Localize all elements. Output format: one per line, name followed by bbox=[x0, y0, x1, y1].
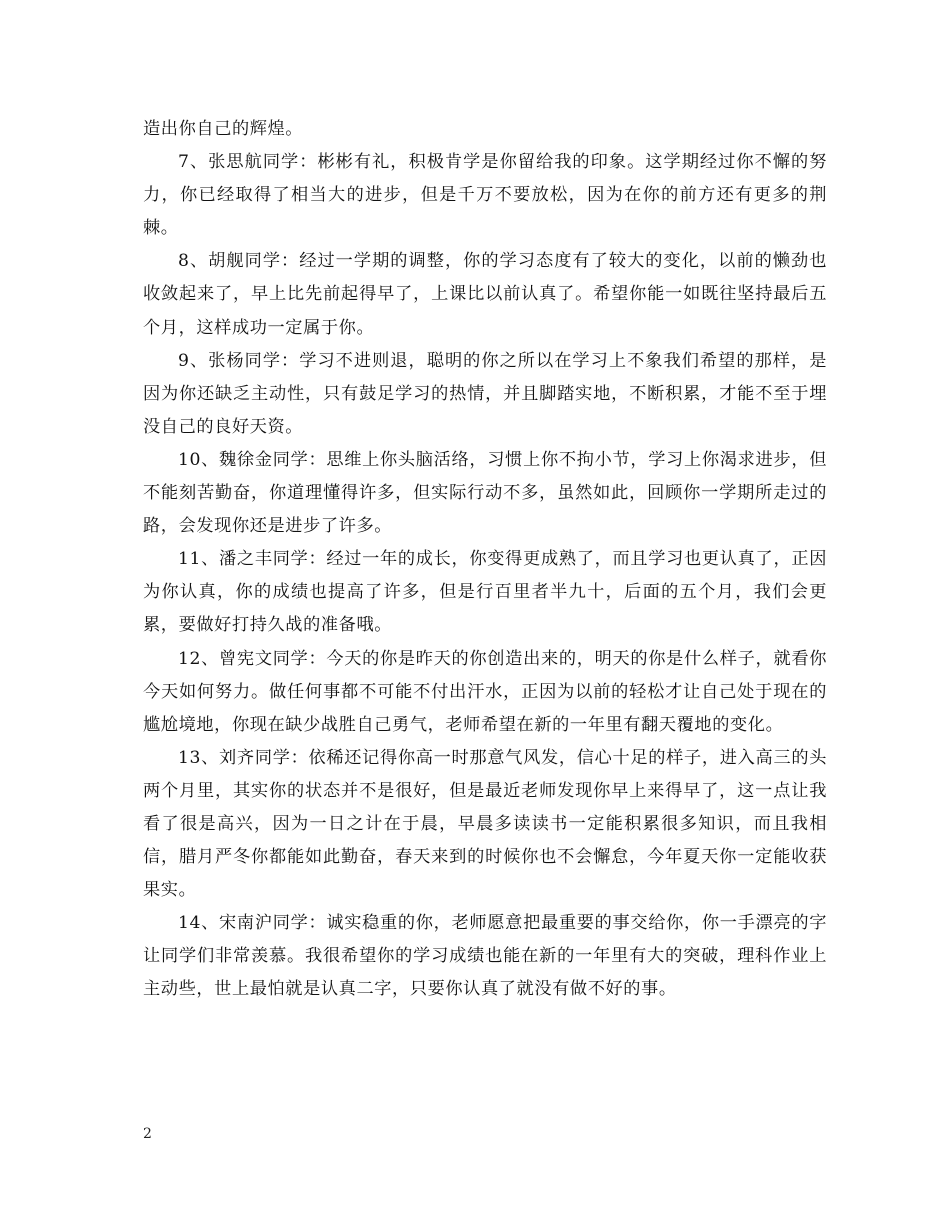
document-body bbox=[143, 113, 827, 1007]
comment-paragraph-13: 13、刘齐同学：依稀还记得你高一时那意气风发，信心十足的样子，进入高三的头两个月里，其实你的状态并不是很好，但是最近老师发现你早上来得早了，这一点让我看了很是高兴，因为一日之计在于晨，早晨多读读书一定能积累很多知识，而且我相信，腊月严冬你都能如此勤奋，春天来到的时候你也不会懈怠，今年夏天你一定能收获果实。 bbox=[143, 747, 827, 901]
comment-paragraph-11: 11、潘之丰同学：经过一年的成长，你变得更成熟了，而且学习也更认真了，正因为你认真，你的成绩也提高了许多，但是行百里者半九十，后面的五个月，我们会更累，要做好打持久战的准备哦。 bbox=[143, 549, 827, 636]
page-number: 2 bbox=[143, 1126, 152, 1142]
comment-paragraph-8: 8、胡舰同学：经过一学期的调整，你的学习态度有了较大的变化，以前的懒劲也收敛起来了，早上比先前起得早了，上课比以前认真了。希望你能一如既往坚持最后五个月，这样成功一定属于你。 bbox=[143, 251, 827, 338]
paragraph-continuation: 造出你自己的辉煌。 bbox=[143, 119, 304, 139]
comment-paragraph-10: 10、魏徐金同学：思维上你头脑活络，习惯上你不拘小节，学习上你渴求进步，但不能刻苦勤奋，你道理懂得许多，但实际行动不多，虽然如此，回顾你一学期所走过的路，会发现你还是进步了许多。 bbox=[143, 449, 827, 537]
comment-paragraph-12: 12、曾宪文同学：今天的你是昨天的你创造出来的，明天的你是什么样子，就看你今天如何努力。做任何事都不可能不付出汗水，正因为以前的轻松才让自己处于现在的尴尬境地，你现在缺少战胜自己勇气，老师希望在新的一年里有翻天覆地的变化。 bbox=[143, 648, 827, 735]
comment-paragraph-9: 9、张杨同学：学习不进则退，聪明的你之所以在学习上不象我们希望的那样，是因为你还缺乏主动性，只有鼓足学习的热情，并且脚踏实地，不断积累，才能不至于埋没自己的良好天资。 bbox=[143, 350, 827, 437]
comment-paragraph-7: 7、张思航同学：彬彬有礼，积极肯学是你留给我的印象。这学期经过你不懈的努力，你已经取得了相当大的进步，但是千万不要放松，因为在你的前方还有更多的荆棘。 bbox=[143, 152, 827, 239]
comment-paragraph-14: 14、宋南沪同学：诚实稳重的你，老师愿意把最重要的事交给你，你一手漂亮的字让同学们非常羡慕。我很希望你的学习成绩也能在新的一年里有大的突破，理科作业上主动些，世上最怕就是认真二字，只要你认真了就没有做不好的事。 bbox=[143, 913, 827, 1000]
